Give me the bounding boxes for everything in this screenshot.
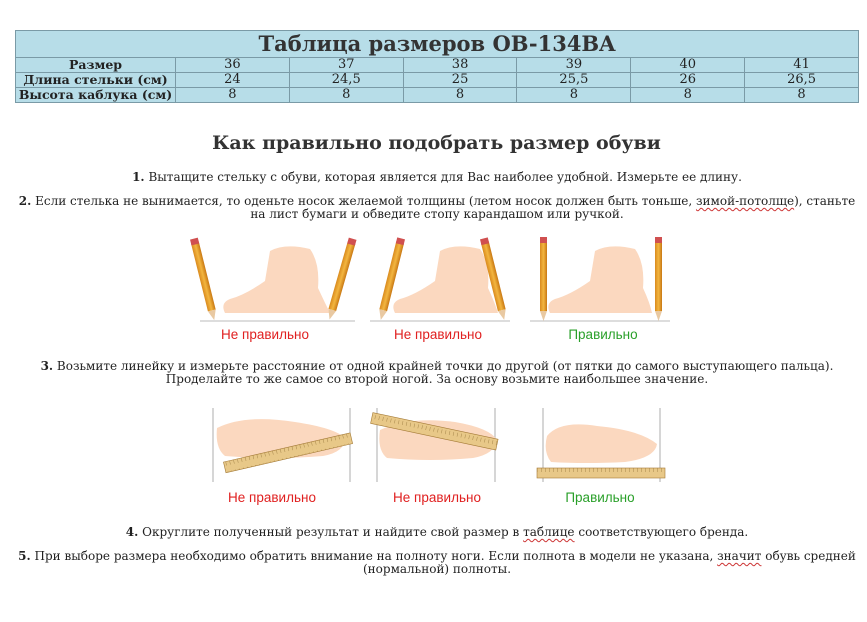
table-cell: 41 xyxy=(745,58,859,73)
step-4 xyxy=(18,526,856,539)
table-cell: 8 xyxy=(745,88,859,103)
row-label: Длина стельки (см) xyxy=(16,73,176,88)
table-cell: 39 xyxy=(517,58,631,73)
step-1 xyxy=(18,171,856,184)
table-cell: 24,5 xyxy=(289,73,403,88)
spellcheck-word: таблице xyxy=(523,525,575,539)
table-row xyxy=(16,88,859,103)
foot-illustration xyxy=(190,238,357,321)
step-text: соответствующего бренда. xyxy=(574,525,749,539)
step-5 xyxy=(18,550,856,576)
step-number: 1. xyxy=(132,170,145,184)
table-cell: 36 xyxy=(176,58,290,73)
table-cell: 37 xyxy=(289,58,403,73)
table-cell: 8 xyxy=(517,88,631,103)
step-text: ), станьте на лист бумаги и обведите стопу карандашом или ручкой. xyxy=(250,194,856,221)
step-text: обувь средней (нормальной) полноты. xyxy=(362,549,856,576)
caption-wrong: Не правильно xyxy=(221,327,309,342)
foot-illustration xyxy=(371,408,498,482)
ruler-illustrations xyxy=(205,408,675,488)
row-label: Размер xyxy=(16,58,176,73)
size-table xyxy=(15,30,859,103)
caption-right: Правильно xyxy=(565,490,635,505)
table-cell: 25 xyxy=(403,73,517,88)
pencil-illustrations xyxy=(190,233,680,333)
table-row xyxy=(16,58,859,73)
foot-illustration xyxy=(537,408,665,482)
caption-wrong: Не правильно xyxy=(393,490,481,505)
step-text: Вытащите стельку с обуви, которая является для Вас наиболее удобной. Измерьте ее длину. xyxy=(148,170,742,184)
step-number: 5. xyxy=(18,549,31,563)
step-number: 2. xyxy=(18,194,32,208)
table-cell: 24 xyxy=(176,73,290,88)
caption-right: Правильно xyxy=(568,327,638,342)
table-cell: 8 xyxy=(289,88,403,103)
step-text: При выборе размера необходимо обратить внимание на полноту ноги. Если полнота в модели не указана, xyxy=(34,549,718,563)
spellcheck-word: значит xyxy=(717,549,762,563)
caption-wrong: Не правильно xyxy=(228,490,316,505)
step-2 xyxy=(18,195,856,221)
foot-illustration xyxy=(370,237,510,321)
table-cell: 40 xyxy=(631,58,745,73)
table-cell: 8 xyxy=(403,88,517,103)
foot-illustration xyxy=(530,237,670,321)
table-cell: 26,5 xyxy=(745,73,859,88)
table-cell: 8 xyxy=(631,88,745,103)
table-title: Таблица размеров OB-134BA xyxy=(16,31,859,58)
table-row xyxy=(16,73,859,88)
table-cell: 25,5 xyxy=(517,73,631,88)
step-text: Возьмите линейку и измерьте расстояние от одной крайней точки до другой (от пятки до самого выступающего пальца). Проделайте то же самое со второй ногой. За основу возьмите наибольшее значение. xyxy=(56,359,834,386)
table-cell: 38 xyxy=(403,58,517,73)
table-cell: 26 xyxy=(631,73,745,88)
caption-wrong: Не правильно xyxy=(394,327,482,342)
step-number: 4. xyxy=(125,525,139,539)
guide-heading: Как правильно подобрать размер обуви xyxy=(212,132,661,154)
spellcheck-word: зимой-потолще xyxy=(695,194,795,208)
table-cell: 8 xyxy=(176,88,290,103)
step-number: 3. xyxy=(40,359,54,373)
row-label: Высота каблука (см) xyxy=(16,88,176,103)
foot-illustration xyxy=(213,408,353,482)
step-3 xyxy=(18,360,856,386)
step-text: Если стелька не вынимается, то оденьте носок желаемой толщины (летом носок должен быть тоньше, xyxy=(35,194,696,208)
table-title-row xyxy=(16,31,859,58)
step-text: Округлите полученный результат и найдите свой размер в xyxy=(142,525,524,539)
